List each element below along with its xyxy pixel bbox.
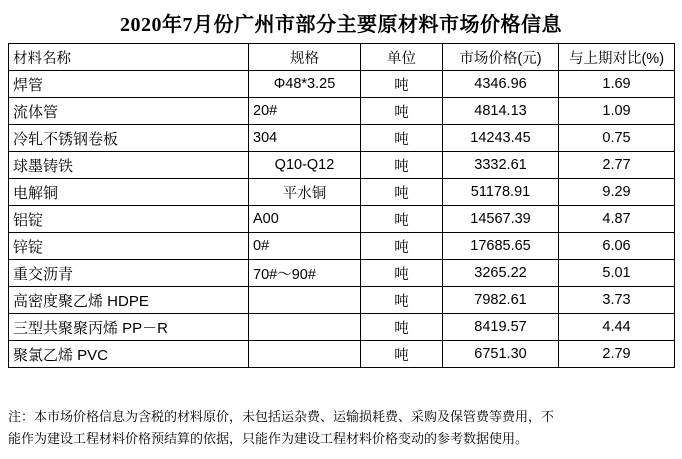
footnote xyxy=(8,406,674,450)
cell-price: 3332.61 xyxy=(443,152,559,179)
cell-unit: 吨 xyxy=(361,260,443,287)
cell-material: 聚氯乙烯 PVC xyxy=(9,341,249,368)
table-row xyxy=(9,260,675,287)
cell-material: 焊管 xyxy=(9,71,249,98)
table-row xyxy=(9,233,675,260)
cell-price: 4814.13 xyxy=(443,98,559,125)
column-header-change: 与上期对比(%) xyxy=(559,44,675,71)
table-row xyxy=(9,98,675,125)
cell-material: 重交沥青 xyxy=(9,260,249,287)
cell-spec: 304 xyxy=(249,125,361,152)
cell-unit: 吨 xyxy=(361,287,443,314)
cell-unit: 吨 xyxy=(361,179,443,206)
cell-unit: 吨 xyxy=(361,71,443,98)
table-header xyxy=(9,44,675,71)
footnote-line-1: 注：本市场价格信息为含税的材料原价，未包括运杂费、运输损耗费、采购及保管费等费用，不 xyxy=(8,409,555,424)
cell-price: 14567.39 xyxy=(443,206,559,233)
cell-material: 三型共聚聚丙烯 PP－R xyxy=(9,314,249,341)
table-row xyxy=(9,125,675,152)
cell-unit: 吨 xyxy=(361,314,443,341)
cell-spec xyxy=(249,287,361,314)
cell-unit: 吨 xyxy=(361,125,443,152)
cell-spec xyxy=(249,341,361,368)
column-header-price: 市场价格(元) xyxy=(443,44,559,71)
table-body xyxy=(9,71,675,368)
cell-material: 电解铜 xyxy=(9,179,249,206)
cell-material: 流体管 xyxy=(9,98,249,125)
cell-spec: A00 xyxy=(249,206,361,233)
cell-change: 9.29 xyxy=(559,179,675,206)
cell-change: 6.06 xyxy=(559,233,675,260)
cell-spec: 0# xyxy=(249,233,361,260)
footnote-line-2: 能作为建设工程材料价格预结算的依据，只能作为建设工程材料价格变动的参考数据使用。 xyxy=(8,431,529,446)
document-page xyxy=(0,8,682,459)
cell-price: 4346.96 xyxy=(443,71,559,98)
cell-spec: Q10-Q12 xyxy=(249,152,361,179)
cell-material: 冷轧不锈钢卷板 xyxy=(9,125,249,152)
column-header-material: 材料名称 xyxy=(9,44,249,71)
table-row xyxy=(9,206,675,233)
table-row xyxy=(9,71,675,98)
column-header-spec: 规格 xyxy=(249,44,361,71)
cell-change: 1.69 xyxy=(559,71,675,98)
page-title: 2020年7月份广州市部分主要原材料市场价格信息 xyxy=(120,14,562,36)
cell-change: 1.09 xyxy=(559,98,675,125)
cell-material: 锌锭 xyxy=(9,233,249,260)
cell-spec xyxy=(249,314,361,341)
cell-price: 3265.22 xyxy=(443,260,559,287)
cell-price: 8419.57 xyxy=(443,314,559,341)
cell-spec: 平水铜 xyxy=(249,179,361,206)
material-price-table xyxy=(8,43,675,368)
cell-unit: 吨 xyxy=(361,233,443,260)
cell-change: 3.73 xyxy=(559,287,675,314)
table-row xyxy=(9,179,675,206)
cell-change: 2.79 xyxy=(559,341,675,368)
cell-price: 6751.30 xyxy=(443,341,559,368)
column-header-unit: 单位 xyxy=(361,44,443,71)
cell-change: 5.01 xyxy=(559,260,675,287)
cell-change: 0.75 xyxy=(559,125,675,152)
cell-change: 4.87 xyxy=(559,206,675,233)
table-row xyxy=(9,341,675,368)
cell-price: 14243.45 xyxy=(443,125,559,152)
cell-material: 高密度聚乙烯 HDPE xyxy=(9,287,249,314)
table-row xyxy=(9,287,675,314)
cell-material: 铝锭 xyxy=(9,206,249,233)
table-row xyxy=(9,314,675,341)
table-row xyxy=(9,152,675,179)
cell-unit: 吨 xyxy=(361,206,443,233)
cell-spec: Φ48*3.25 xyxy=(249,71,361,98)
cell-price: 17685.65 xyxy=(443,233,559,260)
cell-price: 51178.91 xyxy=(443,179,559,206)
cell-unit: 吨 xyxy=(361,341,443,368)
cell-spec: 20# xyxy=(249,98,361,125)
cell-price: 7982.61 xyxy=(443,287,559,314)
table-header-row xyxy=(9,44,675,71)
cell-unit: 吨 xyxy=(361,98,443,125)
cell-change: 2.77 xyxy=(559,152,675,179)
cell-change: 4.44 xyxy=(559,314,675,341)
cell-material: 球墨铸铁 xyxy=(9,152,249,179)
cell-spec: 70#～90# xyxy=(249,260,361,287)
cell-unit: 吨 xyxy=(361,152,443,179)
